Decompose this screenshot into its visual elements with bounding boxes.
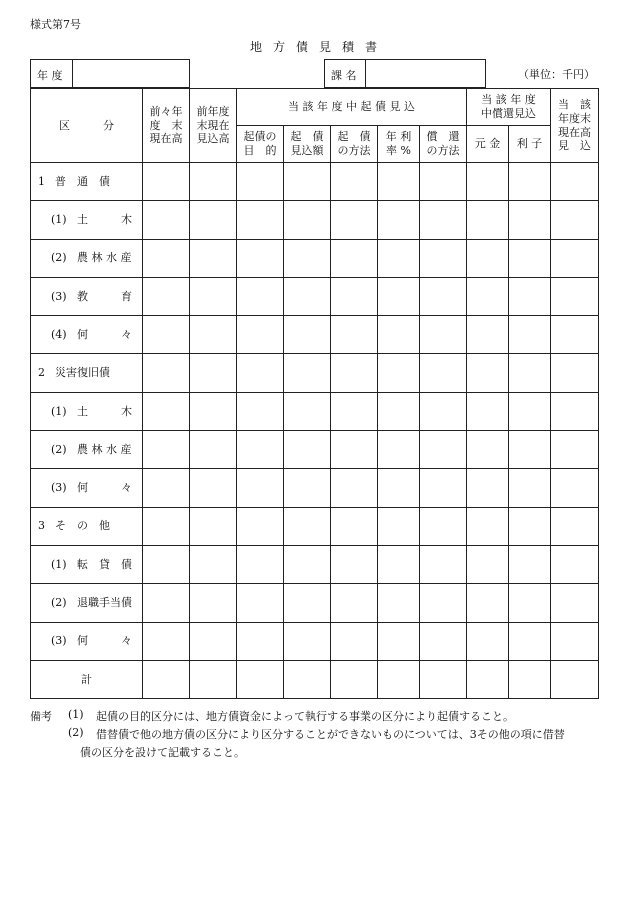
table-cell[interactable] bbox=[420, 660, 467, 698]
row-category-label: 教 育 bbox=[77, 289, 132, 303]
header-principal: 元 金 bbox=[467, 126, 509, 163]
table-cell[interactable] bbox=[420, 545, 467, 583]
table-cell[interactable] bbox=[551, 660, 599, 698]
table-cell[interactable] bbox=[551, 622, 599, 660]
table-cell[interactable] bbox=[331, 316, 378, 354]
table-cell[interactable] bbox=[420, 201, 467, 239]
table-cell[interactable] bbox=[331, 660, 378, 698]
header-rate: 年 利 率 % bbox=[378, 126, 420, 163]
table-cell[interactable] bbox=[509, 622, 551, 660]
row-category-label: 退職手当債 bbox=[77, 596, 132, 610]
table-cell[interactable] bbox=[237, 431, 284, 469]
table-cell[interactable] bbox=[509, 201, 551, 239]
estimate-table bbox=[30, 88, 599, 699]
table-cell[interactable] bbox=[420, 622, 467, 660]
table-cell[interactable] bbox=[467, 545, 509, 583]
table-cell[interactable] bbox=[551, 431, 599, 469]
row-number: (3) bbox=[51, 481, 67, 495]
table-cell[interactable] bbox=[331, 622, 378, 660]
row-category-label: 何 々 bbox=[77, 634, 132, 648]
table-cell[interactable] bbox=[378, 163, 420, 201]
table-cell[interactable] bbox=[420, 163, 467, 201]
table-cell[interactable] bbox=[467, 354, 509, 392]
table-cell[interactable] bbox=[509, 545, 551, 583]
table-cell[interactable] bbox=[551, 316, 599, 354]
table-row bbox=[31, 622, 599, 660]
row-label bbox=[31, 354, 143, 392]
table-cell[interactable] bbox=[237, 163, 284, 201]
header-method: 起 債 の方法 bbox=[331, 126, 378, 163]
row-number: (1) bbox=[51, 404, 67, 418]
table-cell[interactable] bbox=[143, 316, 190, 354]
table-cell[interactable] bbox=[467, 239, 509, 277]
row-label bbox=[31, 392, 143, 430]
table-cell[interactable] bbox=[509, 392, 551, 430]
table-cell[interactable] bbox=[331, 277, 378, 315]
header-current-end-estimate: 当 該 年度末 現在高 見 込 bbox=[551, 89, 599, 163]
table-row bbox=[31, 163, 599, 201]
row-number: (2) bbox=[51, 596, 67, 610]
table-cell[interactable] bbox=[284, 660, 331, 698]
row-number: (4) bbox=[51, 327, 67, 341]
table-cell[interactable] bbox=[331, 354, 378, 392]
table-cell[interactable] bbox=[378, 431, 420, 469]
note-1-text: 起債の目的区分には、地方債資金によって執行する事業の区分により起債すること。 bbox=[96, 710, 514, 723]
table-cell[interactable] bbox=[509, 277, 551, 315]
table-cell[interactable] bbox=[190, 277, 237, 315]
table-cell[interactable] bbox=[467, 507, 509, 545]
row-number: 2 bbox=[38, 366, 45, 380]
table-cell[interactable] bbox=[190, 584, 237, 622]
table-cell[interactable] bbox=[284, 163, 331, 201]
header-current-issue: 当 該 年 度 中 起 債 見 込 bbox=[237, 89, 467, 126]
table-cell[interactable] bbox=[420, 469, 467, 507]
row-category-label: 何 々 bbox=[77, 481, 132, 495]
row-category-label: 土 木 bbox=[77, 404, 132, 418]
table-row bbox=[31, 507, 599, 545]
table-cell[interactable] bbox=[143, 584, 190, 622]
table-row bbox=[31, 469, 599, 507]
table-cell[interactable] bbox=[551, 392, 599, 430]
table-row bbox=[31, 277, 599, 315]
table-cell[interactable] bbox=[190, 622, 237, 660]
table-cell[interactable] bbox=[284, 201, 331, 239]
table-row bbox=[31, 239, 599, 277]
section-input[interactable] bbox=[366, 60, 485, 87]
table-cell[interactable] bbox=[467, 163, 509, 201]
table-cell[interactable] bbox=[190, 316, 237, 354]
row-category-label: 災害復旧債 bbox=[55, 366, 110, 380]
row-category-label: 農 林 水 産 bbox=[77, 442, 132, 456]
row-number: (3) bbox=[51, 289, 67, 303]
row-category-label: 転 貸 債 bbox=[77, 557, 132, 571]
table-cell[interactable] bbox=[331, 201, 378, 239]
table-cell[interactable] bbox=[378, 545, 420, 583]
table-cell[interactable] bbox=[551, 163, 599, 201]
form-number: 様式第7号 bbox=[30, 18, 81, 31]
table-cell[interactable] bbox=[551, 239, 599, 277]
table-cell[interactable] bbox=[284, 507, 331, 545]
table-cell[interactable] bbox=[420, 431, 467, 469]
table-cell[interactable] bbox=[143, 277, 190, 315]
table-cell[interactable] bbox=[284, 545, 331, 583]
table-cell[interactable] bbox=[551, 545, 599, 583]
row-label bbox=[31, 469, 143, 507]
table-cell[interactable] bbox=[143, 507, 190, 545]
table-cell[interactable] bbox=[190, 392, 237, 430]
table-cell[interactable] bbox=[467, 584, 509, 622]
row-label bbox=[31, 316, 143, 354]
table-cell[interactable] bbox=[378, 277, 420, 315]
table-cell[interactable] bbox=[467, 431, 509, 469]
table-cell[interactable] bbox=[378, 660, 420, 698]
table-cell[interactable] bbox=[509, 584, 551, 622]
row-number: (3) bbox=[51, 634, 67, 648]
table-cell[interactable] bbox=[284, 277, 331, 315]
row-label bbox=[31, 431, 143, 469]
table-cell[interactable] bbox=[467, 660, 509, 698]
table-cell[interactable] bbox=[190, 507, 237, 545]
row-label bbox=[31, 277, 143, 315]
header-category: 区 分 bbox=[31, 89, 143, 163]
table-cell[interactable] bbox=[331, 507, 378, 545]
table-row bbox=[31, 584, 599, 622]
table-cell[interactable] bbox=[143, 239, 190, 277]
table-cell[interactable] bbox=[331, 545, 378, 583]
table-cell[interactable] bbox=[284, 392, 331, 430]
note-2-text-continued: 債の区分を設けて記載すること。 bbox=[80, 746, 245, 759]
row-number: (2) bbox=[51, 442, 67, 456]
header-prev-prev-end: 前々年 度 末 現在高 bbox=[143, 89, 190, 163]
table-cell[interactable] bbox=[551, 277, 599, 315]
table-cell[interactable] bbox=[237, 392, 284, 430]
note-2-number: (2) bbox=[68, 726, 84, 739]
section-label: 課 名 bbox=[331, 69, 357, 82]
table-cell[interactable] bbox=[509, 469, 551, 507]
table-cell[interactable] bbox=[190, 660, 237, 698]
table-cell[interactable] bbox=[467, 201, 509, 239]
table-cell[interactable] bbox=[143, 545, 190, 583]
row-category-label: 計 bbox=[81, 672, 92, 686]
table-cell[interactable] bbox=[420, 316, 467, 354]
table-cell[interactable] bbox=[284, 316, 331, 354]
table-cell[interactable] bbox=[551, 584, 599, 622]
table-cell[interactable] bbox=[237, 469, 284, 507]
header-repay-method: 償 還 の方法 bbox=[420, 126, 467, 163]
table-cell[interactable] bbox=[190, 239, 237, 277]
table-cell[interactable] bbox=[143, 354, 190, 392]
row-label bbox=[31, 239, 143, 277]
table-row bbox=[31, 431, 599, 469]
table-cell[interactable] bbox=[467, 469, 509, 507]
table-cell[interactable] bbox=[331, 392, 378, 430]
row-category-label: 何 々 bbox=[77, 327, 132, 341]
table-cell[interactable] bbox=[378, 316, 420, 354]
table-cell[interactable] bbox=[378, 201, 420, 239]
page-title: 地方債見積書 bbox=[249, 40, 388, 54]
table-row bbox=[31, 392, 599, 430]
table-cell[interactable] bbox=[331, 163, 378, 201]
table-row bbox=[31, 545, 599, 583]
table-cell[interactable] bbox=[509, 316, 551, 354]
table-cell[interactable] bbox=[420, 354, 467, 392]
row-label bbox=[31, 622, 143, 660]
table-cell[interactable] bbox=[420, 277, 467, 315]
table-cell[interactable] bbox=[509, 660, 551, 698]
year-input[interactable] bbox=[73, 60, 189, 87]
table-cell[interactable] bbox=[467, 622, 509, 660]
table-cell[interactable] bbox=[190, 201, 237, 239]
row-label bbox=[31, 507, 143, 545]
table-cell[interactable] bbox=[509, 239, 551, 277]
row-label bbox=[31, 163, 143, 201]
table-cell[interactable] bbox=[237, 584, 284, 622]
row-category-label: 土 木 bbox=[77, 213, 132, 227]
table-cell[interactable] bbox=[378, 392, 420, 430]
table-cell[interactable] bbox=[143, 163, 190, 201]
table-row bbox=[31, 660, 599, 698]
table-row bbox=[31, 201, 599, 239]
row-label bbox=[31, 201, 143, 239]
table-cell[interactable] bbox=[420, 392, 467, 430]
table-cell[interactable] bbox=[378, 469, 420, 507]
table-cell[interactable] bbox=[378, 507, 420, 545]
table-row bbox=[31, 354, 599, 392]
notes-heading: 備考 bbox=[30, 710, 52, 723]
table-cell[interactable] bbox=[378, 239, 420, 277]
header-prev-end-estimate: 前年度 末現在 見込高 bbox=[190, 89, 237, 163]
table-cell[interactable] bbox=[284, 354, 331, 392]
table-row bbox=[31, 316, 599, 354]
row-number: (1) bbox=[51, 213, 67, 227]
table-cell[interactable] bbox=[143, 201, 190, 239]
table-cell[interactable] bbox=[378, 584, 420, 622]
row-number: (2) bbox=[51, 251, 67, 265]
table-cell[interactable] bbox=[190, 354, 237, 392]
year-label: 年 度 bbox=[37, 69, 63, 82]
header-interest: 利 子 bbox=[509, 126, 551, 163]
table-cell[interactable] bbox=[331, 469, 378, 507]
note-2-text: 借替債で他の地方債の区分により区分することができないものについては、3その他の項に借替 bbox=[96, 728, 565, 741]
row-label bbox=[31, 660, 143, 698]
table-cell[interactable] bbox=[237, 545, 284, 583]
table-cell[interactable] bbox=[237, 201, 284, 239]
table-cell[interactable] bbox=[467, 277, 509, 315]
table-cell[interactable] bbox=[190, 469, 237, 507]
table-cell[interactable] bbox=[190, 431, 237, 469]
table-cell[interactable] bbox=[190, 163, 237, 201]
table-cell[interactable] bbox=[284, 584, 331, 622]
row-number: 3 bbox=[38, 519, 45, 533]
row-category-label: 農 林 水 産 bbox=[77, 251, 132, 265]
note-1-number: (1) bbox=[68, 708, 84, 721]
table-cell[interactable] bbox=[467, 316, 509, 354]
table-cell[interactable] bbox=[237, 354, 284, 392]
table-cell[interactable] bbox=[143, 660, 190, 698]
table-cell[interactable] bbox=[509, 507, 551, 545]
table-cell[interactable] bbox=[143, 469, 190, 507]
header-amount: 起 債 見込額 bbox=[284, 126, 331, 163]
table-cell[interactable] bbox=[551, 507, 599, 545]
table-cell[interactable] bbox=[551, 469, 599, 507]
header-purpose: 起債の 目 的 bbox=[237, 126, 284, 163]
table-cell[interactable] bbox=[378, 354, 420, 392]
row-label bbox=[31, 584, 143, 622]
table-cell[interactable] bbox=[237, 316, 284, 354]
row-category-label: 普 通 債 bbox=[55, 174, 110, 188]
row-number: 1 bbox=[38, 174, 45, 188]
table-cell[interactable] bbox=[378, 622, 420, 660]
unit-label: （単位：千円） bbox=[518, 68, 595, 81]
table-cell[interactable] bbox=[237, 507, 284, 545]
header-current-repay: 当 該 年 度 中償還見込 bbox=[467, 89, 551, 126]
table-cell[interactable] bbox=[420, 239, 467, 277]
table-cell[interactable] bbox=[509, 163, 551, 201]
table-cell[interactable] bbox=[284, 431, 331, 469]
table-cell[interactable] bbox=[284, 239, 331, 277]
table-cell[interactable] bbox=[331, 584, 378, 622]
table-cell[interactable] bbox=[237, 239, 284, 277]
table-cell[interactable] bbox=[143, 392, 190, 430]
row-number: (1) bbox=[51, 557, 67, 571]
table-cell[interactable] bbox=[509, 431, 551, 469]
table-cell[interactable] bbox=[331, 431, 378, 469]
table-cell[interactable] bbox=[237, 622, 284, 660]
table-cell[interactable] bbox=[143, 622, 190, 660]
table-cell[interactable] bbox=[509, 354, 551, 392]
table-cell[interactable] bbox=[190, 545, 237, 583]
table-cell[interactable] bbox=[467, 392, 509, 430]
table-cell[interactable] bbox=[284, 622, 331, 660]
row-label bbox=[31, 545, 143, 583]
row-category-label: そ の 他 bbox=[55, 519, 110, 533]
table-cell[interactable] bbox=[237, 660, 284, 698]
table-cell[interactable] bbox=[420, 507, 467, 545]
table-cell[interactable] bbox=[551, 354, 599, 392]
table-cell[interactable] bbox=[284, 469, 331, 507]
table-cell[interactable] bbox=[143, 431, 190, 469]
table-cell[interactable] bbox=[420, 584, 467, 622]
table-cell[interactable] bbox=[551, 201, 599, 239]
table-cell[interactable] bbox=[331, 239, 378, 277]
table-cell[interactable] bbox=[237, 277, 284, 315]
